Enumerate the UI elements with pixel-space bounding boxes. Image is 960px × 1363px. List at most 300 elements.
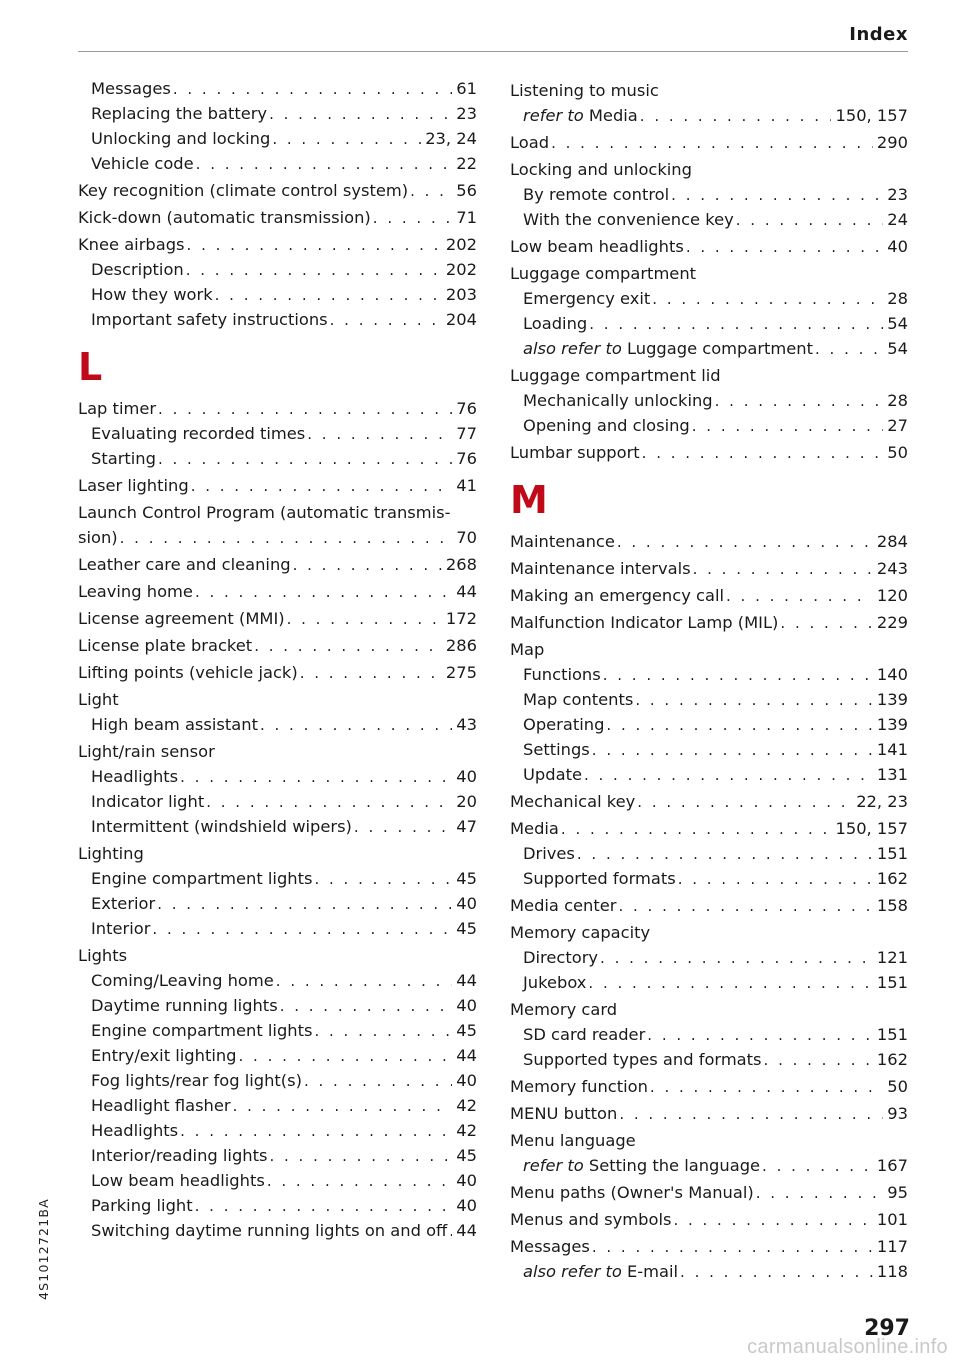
entry-text: Maintenance bbox=[510, 532, 615, 551]
entries-l-continued bbox=[78, 552, 477, 1243]
index-entry bbox=[78, 1043, 477, 1068]
entry-text: Parking light bbox=[91, 1196, 193, 1215]
entry-text: Settings bbox=[523, 740, 590, 759]
dot-leader bbox=[618, 894, 872, 918]
entry-text: Maintenance intervals bbox=[510, 559, 691, 578]
dot-leader bbox=[736, 208, 884, 232]
index-entry bbox=[510, 388, 908, 413]
index-entry bbox=[510, 970, 908, 995]
entry-page: 275 bbox=[445, 663, 477, 682]
entry-page: 151 bbox=[876, 973, 908, 992]
entry-page: 77 bbox=[456, 424, 477, 443]
entry-text: sion) bbox=[78, 528, 118, 547]
dot-leader bbox=[215, 283, 442, 307]
entry-text: Kick-down (automatic transmission) bbox=[78, 208, 371, 227]
dot-leader bbox=[195, 1194, 453, 1218]
entry-text bbox=[523, 336, 813, 361]
dot-leader bbox=[280, 994, 453, 1018]
dot-leader bbox=[551, 131, 873, 155]
index-entry bbox=[78, 916, 477, 941]
index-entry bbox=[510, 997, 908, 1022]
dot-leader bbox=[254, 634, 442, 658]
dot-leader bbox=[173, 77, 452, 101]
index-entry bbox=[78, 1143, 477, 1168]
index-entry bbox=[510, 130, 908, 155]
dot-leader bbox=[780, 611, 873, 635]
entry-text: Headlight flasher bbox=[91, 1096, 231, 1115]
entry-page: 24 bbox=[887, 210, 908, 229]
dot-leader bbox=[815, 337, 883, 361]
entry-text: Mechanically unlocking bbox=[523, 391, 713, 410]
entry-text: Supported types and formats bbox=[523, 1050, 762, 1069]
entry-page: 22, 23 bbox=[856, 792, 908, 811]
index-column-right bbox=[510, 76, 908, 1284]
entry-text: Making an emergency call bbox=[510, 586, 724, 605]
entry-text: Update bbox=[523, 765, 582, 784]
entry-text: SD card reader bbox=[523, 1025, 646, 1044]
entry-text: License agreement (MMI) bbox=[78, 609, 285, 628]
entry-text: Jukebox bbox=[523, 973, 587, 992]
index-entry bbox=[78, 866, 477, 891]
entry-text: Listening to music bbox=[510, 81, 659, 100]
entry-page: 45 bbox=[456, 919, 477, 938]
entry-text: Luggage compartment lid bbox=[510, 366, 721, 385]
document-code: 4S1012721BA bbox=[36, 1198, 51, 1300]
entry-page: 54 bbox=[887, 339, 908, 358]
index-column-left bbox=[78, 76, 477, 1243]
entries-before-l bbox=[78, 76, 477, 332]
entry-page: 71 bbox=[456, 208, 477, 227]
entry-text: Interior/reading lights bbox=[91, 1146, 268, 1165]
index-entry bbox=[510, 920, 908, 945]
entry-page: 20 bbox=[456, 792, 477, 811]
index-entry bbox=[78, 943, 477, 968]
dot-leader bbox=[600, 946, 873, 970]
entry-page: 118 bbox=[876, 1262, 908, 1281]
index-entry bbox=[78, 421, 477, 446]
entry-text: High beam assistant bbox=[91, 715, 258, 734]
index-entry bbox=[78, 606, 477, 631]
index-entry bbox=[78, 552, 477, 577]
dot-leader bbox=[330, 308, 442, 332]
dot-leader bbox=[180, 1119, 452, 1143]
entry-page: 151 bbox=[876, 1025, 908, 1044]
entry-page: 40 bbox=[456, 1171, 477, 1190]
entries-before-m bbox=[510, 78, 908, 465]
entry-page: 140 bbox=[876, 665, 908, 684]
index-entry bbox=[78, 232, 477, 257]
dot-leader bbox=[206, 790, 452, 814]
dot-leader bbox=[314, 867, 452, 891]
entry-prefix: refer to bbox=[523, 106, 584, 125]
watermark-text: carmanualsonline.info bbox=[747, 1336, 948, 1358]
dot-leader bbox=[640, 104, 832, 128]
entry-target: Setting the language bbox=[588, 1156, 761, 1175]
entry-text: Engine compartment lights bbox=[91, 1021, 313, 1040]
index-entry-launch-line1: Launch Control Program (automatic transmis- bbox=[78, 503, 451, 522]
entry-page: 202 bbox=[445, 260, 477, 279]
dot-leader bbox=[680, 1260, 873, 1284]
entry-page: 28 bbox=[887, 289, 908, 308]
entry-text: MENU button bbox=[510, 1104, 618, 1123]
index-entry bbox=[78, 1168, 477, 1193]
dot-leader bbox=[673, 1208, 872, 1232]
entry-text: Switching daytime running lights on and off bbox=[91, 1221, 448, 1240]
entry-page: 150, 157 bbox=[835, 106, 908, 125]
entry-page: 44 bbox=[456, 971, 477, 990]
dot-leader bbox=[726, 584, 873, 608]
entry-text: With the convenience key bbox=[523, 210, 734, 229]
dot-leader bbox=[592, 1235, 873, 1259]
entry-page: 43 bbox=[456, 715, 477, 734]
index-entry bbox=[78, 205, 477, 230]
entry-page: 139 bbox=[876, 715, 908, 734]
index-entry bbox=[510, 529, 908, 554]
entry-text: Malfunction Indicator Lamp (MIL) bbox=[510, 613, 779, 632]
entry-text: Map contents bbox=[523, 690, 634, 709]
dot-leader bbox=[158, 397, 452, 421]
index-entry bbox=[510, 1074, 908, 1099]
dot-leader bbox=[233, 1094, 453, 1118]
dot-leader bbox=[276, 969, 453, 993]
dot-leader bbox=[647, 1023, 873, 1047]
entry-page: 23 bbox=[456, 104, 477, 123]
entry-page: 76 bbox=[456, 399, 477, 418]
entry-page: 131 bbox=[876, 765, 908, 784]
entry-page: 23, 24 bbox=[425, 129, 477, 148]
index-entry bbox=[78, 891, 477, 916]
entry-text: Menus and symbols bbox=[510, 1210, 672, 1229]
entry-page: 40 bbox=[456, 767, 477, 786]
entry-page: 150, 157 bbox=[835, 819, 908, 838]
entry-text: Memory function bbox=[510, 1077, 648, 1096]
entry-page: 70 bbox=[456, 528, 477, 547]
index-entry bbox=[78, 101, 477, 126]
index-entry bbox=[78, 841, 477, 866]
entry-text: Lifting points (vehicle jack) bbox=[78, 663, 298, 682]
entry-prefix: also refer to bbox=[523, 339, 622, 358]
entry-page: 56 bbox=[456, 181, 477, 200]
entry-page: 40 bbox=[456, 1196, 477, 1215]
index-entry bbox=[510, 311, 908, 336]
index-entry bbox=[510, 687, 908, 712]
index-entry bbox=[510, 610, 908, 635]
entry-page: 45 bbox=[456, 1021, 477, 1040]
dot-leader bbox=[650, 1075, 883, 1099]
entry-text: Low beam headlights bbox=[510, 237, 684, 256]
index-entry bbox=[510, 1022, 908, 1047]
entry-text: Leaving home bbox=[78, 582, 193, 601]
entry-page: 42 bbox=[456, 1121, 477, 1140]
entry-page: 40 bbox=[456, 996, 477, 1015]
entries-l bbox=[78, 396, 477, 498]
entry-page: 151 bbox=[876, 844, 908, 863]
index-entry bbox=[510, 103, 908, 128]
entry-text: Replacing the battery bbox=[91, 104, 268, 123]
entry-target: Media bbox=[588, 106, 638, 125]
entry-page: 44 bbox=[456, 1046, 477, 1065]
entry-text: Entry/exit lighting bbox=[91, 1046, 237, 1065]
index-entry bbox=[510, 737, 908, 762]
index-entry bbox=[510, 336, 908, 361]
entry-page: 93 bbox=[887, 1104, 908, 1123]
index-entry bbox=[510, 78, 908, 103]
index-entry bbox=[510, 413, 908, 438]
dot-leader bbox=[652, 287, 883, 311]
dot-leader bbox=[715, 389, 884, 413]
section-letter-l: L bbox=[78, 345, 103, 389]
index-entry bbox=[510, 440, 908, 465]
dot-leader bbox=[191, 474, 453, 498]
entry-prefix: refer to bbox=[523, 1156, 584, 1175]
dot-leader bbox=[195, 580, 452, 604]
index-entry bbox=[510, 286, 908, 311]
entry-text: Operating bbox=[523, 715, 605, 734]
index-entry bbox=[78, 687, 477, 712]
index-entry bbox=[510, 1128, 908, 1153]
index-entry bbox=[510, 816, 908, 841]
index-entry bbox=[510, 1047, 908, 1072]
entry-text: Exterior bbox=[91, 894, 156, 913]
entry-page: 44 bbox=[456, 1221, 477, 1240]
index-entry-launch-line2 bbox=[78, 525, 477, 550]
entry-page: 27 bbox=[887, 416, 908, 435]
entry-text bbox=[523, 1259, 678, 1284]
entry-text: Map bbox=[510, 640, 545, 659]
entry-text: Messages bbox=[91, 79, 171, 98]
entry-text: Key recognition (climate control system) bbox=[78, 181, 409, 200]
index-entry bbox=[510, 789, 908, 814]
entry-page: 117 bbox=[876, 1237, 908, 1256]
dot-leader bbox=[304, 1069, 452, 1093]
entry-page: 45 bbox=[456, 1146, 477, 1165]
index-entry bbox=[510, 1101, 908, 1126]
dot-leader bbox=[693, 557, 873, 581]
index-entry bbox=[78, 446, 477, 471]
entry-page: 286 bbox=[445, 636, 477, 655]
dot-leader bbox=[588, 971, 873, 995]
entry-target: E-mail bbox=[626, 1262, 679, 1281]
section-letter-m: M bbox=[510, 478, 548, 522]
entry-text: How they work bbox=[91, 285, 213, 304]
dot-leader bbox=[180, 765, 452, 789]
dot-leader bbox=[269, 1144, 452, 1168]
entry-text: Loading bbox=[523, 314, 588, 333]
entry-text: Interior bbox=[91, 919, 151, 938]
entry-text: Light bbox=[78, 690, 119, 709]
entry-text: Menu language bbox=[510, 1131, 636, 1150]
entry-text: Opening and closing bbox=[523, 416, 690, 435]
index-entry bbox=[78, 1018, 477, 1043]
entry-page: 101 bbox=[876, 1210, 908, 1229]
entry-target: Luggage compartment bbox=[626, 339, 814, 358]
entry-page: 139 bbox=[876, 690, 908, 709]
dot-leader bbox=[637, 790, 852, 814]
entry-text: Coming/Leaving home bbox=[91, 971, 274, 990]
index-entry bbox=[510, 893, 908, 918]
entry-page: 268 bbox=[445, 555, 477, 574]
entry-text: Evaluating recorded times bbox=[91, 424, 306, 443]
entry-text: Messages bbox=[510, 1237, 590, 1256]
entry-page: 42 bbox=[456, 1096, 477, 1115]
dot-leader bbox=[187, 233, 442, 257]
entry-text: Headlights bbox=[91, 1121, 179, 1140]
entry-text: Media center bbox=[510, 896, 617, 915]
dot-leader bbox=[300, 661, 442, 685]
index-entry bbox=[510, 583, 908, 608]
entry-text: Memory capacity bbox=[510, 923, 651, 942]
entry-text bbox=[523, 1153, 760, 1178]
index-entry bbox=[78, 257, 477, 282]
entry-text: Mechanical key bbox=[510, 792, 636, 811]
index-entry bbox=[510, 261, 908, 286]
entry-page: 162 bbox=[876, 1050, 908, 1069]
entry-page: 290 bbox=[876, 133, 908, 152]
index-entry bbox=[78, 396, 477, 421]
index-entry bbox=[78, 126, 477, 151]
entry-page: 202 bbox=[445, 235, 477, 254]
entry-page: 28 bbox=[887, 391, 908, 410]
index-entry bbox=[510, 1180, 908, 1205]
entry-page: 41 bbox=[456, 476, 477, 495]
index-entry bbox=[510, 712, 908, 737]
entry-page: 243 bbox=[876, 559, 908, 578]
dot-leader bbox=[606, 713, 873, 737]
index-entry bbox=[78, 579, 477, 604]
entry-page: 61 bbox=[456, 79, 477, 98]
index-entry bbox=[510, 556, 908, 581]
dot-leader bbox=[120, 526, 453, 550]
index-entry bbox=[78, 764, 477, 789]
entry-text: Functions bbox=[523, 665, 601, 684]
dot-leader bbox=[196, 152, 453, 176]
entry-page: 141 bbox=[876, 740, 908, 759]
entry-page: 284 bbox=[876, 532, 908, 551]
entry-page: 76 bbox=[456, 449, 477, 468]
index-entry bbox=[510, 363, 908, 388]
dot-leader bbox=[635, 688, 873, 712]
entry-text: Headlights bbox=[91, 767, 179, 786]
dot-leader bbox=[584, 763, 873, 787]
dot-leader bbox=[619, 1102, 883, 1126]
entry-text bbox=[523, 103, 638, 128]
entry-text: Lights bbox=[78, 946, 128, 965]
index-entry bbox=[510, 1234, 908, 1259]
entry-text: Unlocking and locking bbox=[91, 129, 271, 148]
index-entry bbox=[78, 633, 477, 658]
index-entry bbox=[510, 866, 908, 891]
dot-leader bbox=[239, 1044, 453, 1068]
dot-leader bbox=[589, 312, 883, 336]
entry-text: Leather care and cleaning bbox=[78, 555, 291, 574]
index-entry bbox=[510, 637, 908, 662]
index-entry bbox=[78, 814, 477, 839]
dot-leader bbox=[592, 738, 873, 762]
entry-text: Description bbox=[91, 260, 184, 279]
entry-text: Indicator light bbox=[91, 792, 205, 811]
dot-leader bbox=[157, 892, 452, 916]
dot-leader bbox=[692, 414, 884, 438]
index-entry bbox=[78, 178, 477, 203]
dot-leader bbox=[762, 1154, 873, 1178]
entry-prefix: also refer to bbox=[523, 1262, 622, 1281]
dot-leader bbox=[287, 607, 442, 631]
dot-leader bbox=[678, 867, 873, 891]
dot-leader bbox=[449, 1219, 452, 1243]
entry-text: Lumbar support bbox=[510, 443, 640, 462]
entry-page: 40 bbox=[887, 237, 908, 256]
entry-text: License plate bracket bbox=[78, 636, 253, 655]
entry-page: 40 bbox=[456, 894, 477, 913]
index-entry bbox=[78, 660, 477, 685]
entry-page: 50 bbox=[887, 1077, 908, 1096]
entry-page: 121 bbox=[876, 948, 908, 967]
entry-text: Lighting bbox=[78, 844, 144, 863]
index-entry bbox=[78, 1193, 477, 1218]
index-entry bbox=[510, 157, 908, 182]
index-entry bbox=[78, 151, 477, 176]
dot-leader bbox=[561, 817, 832, 841]
index-entry bbox=[78, 712, 477, 737]
index-entry bbox=[78, 1068, 477, 1093]
entry-page: 44 bbox=[456, 582, 477, 601]
entries-m bbox=[510, 529, 908, 1284]
dot-leader bbox=[764, 1048, 873, 1072]
dot-leader bbox=[617, 530, 873, 554]
index-entry bbox=[510, 945, 908, 970]
index-entry bbox=[78, 473, 477, 498]
entry-page: 229 bbox=[876, 613, 908, 632]
entry-page: 158 bbox=[876, 896, 908, 915]
entry-text: Light/rain sensor bbox=[78, 742, 215, 761]
header-divider bbox=[78, 51, 908, 52]
index-entry bbox=[510, 1153, 908, 1178]
entry-page: 204 bbox=[445, 310, 477, 329]
entry-text: Vehicle code bbox=[91, 154, 194, 173]
dot-leader bbox=[354, 815, 452, 839]
dot-leader bbox=[603, 663, 873, 687]
entry-text: Knee airbags bbox=[78, 235, 185, 254]
dot-leader bbox=[152, 917, 452, 941]
entry-text: Directory bbox=[523, 948, 599, 967]
dot-leader bbox=[410, 179, 452, 203]
index-entry bbox=[510, 762, 908, 787]
index-entry bbox=[510, 182, 908, 207]
entry-text: Daytime running lights bbox=[91, 996, 278, 1015]
dot-leader bbox=[269, 102, 452, 126]
entry-page: 45 bbox=[456, 869, 477, 888]
entry-page: 47 bbox=[456, 817, 477, 836]
dot-leader bbox=[671, 183, 883, 207]
dot-leader bbox=[373, 206, 452, 230]
entry-text: Media bbox=[510, 819, 559, 838]
entry-text: Drives bbox=[523, 844, 575, 863]
entry-page: 50 bbox=[887, 443, 908, 462]
index-entry bbox=[78, 76, 477, 101]
index-entry bbox=[510, 234, 908, 259]
index-entry bbox=[510, 207, 908, 232]
dot-leader bbox=[307, 422, 452, 446]
index-entry bbox=[78, 789, 477, 814]
dot-leader bbox=[577, 842, 873, 866]
dot-leader bbox=[158, 447, 452, 471]
entry-page: 95 bbox=[887, 1183, 908, 1202]
entry-text: Low beam headlights bbox=[91, 1171, 265, 1190]
dot-leader bbox=[293, 553, 442, 577]
index-entry bbox=[78, 968, 477, 993]
entry-text: Important safety instructions bbox=[91, 310, 328, 329]
entry-text: By remote control bbox=[523, 185, 670, 204]
